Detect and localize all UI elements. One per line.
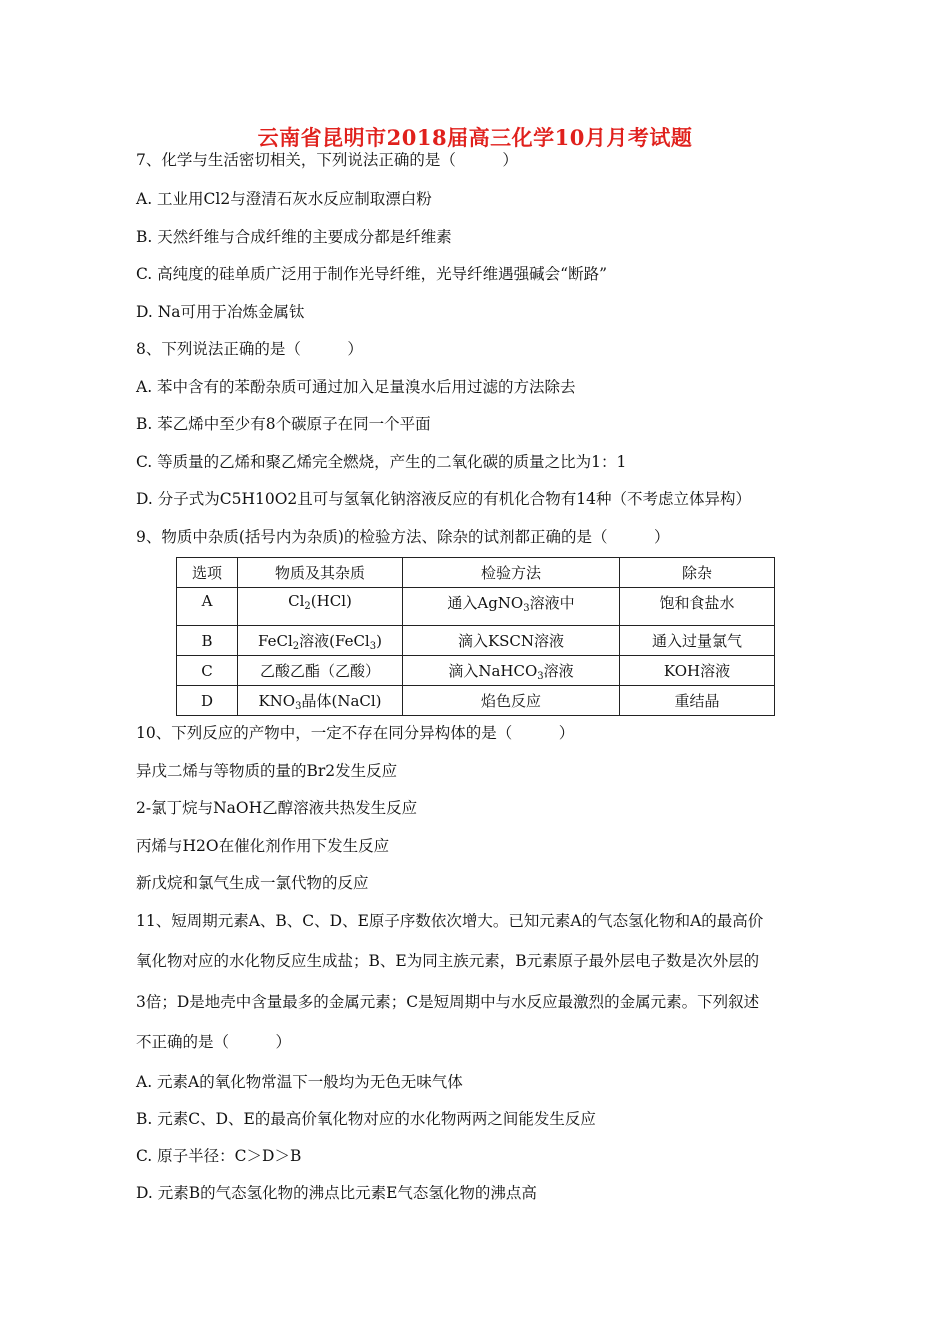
table-cell-substance: $Cl_2(HCl)$	[238, 588, 403, 626]
q8-option-b: B. 苯乙烯中至少有8个碳原子在同一个平面	[136, 415, 431, 433]
table-header-cell: 除杂	[620, 558, 775, 588]
q11-stem-line-3: 3倍；D是地壳中含量最多的金属元素；C是短周期中与水反应最激烈的金属元素。下列叙述	[136, 993, 760, 1011]
table-header-row	[177, 558, 775, 588]
table-header-cell: 选项	[177, 558, 238, 588]
table-cell-substance: FeCl$_2$溶液(FeCl$_3$)	[238, 626, 403, 656]
q11-stem-line-4: 不正确的是（ ）	[136, 1033, 292, 1051]
table-header-cell: 检验方法	[403, 558, 620, 588]
table-cell-option: B	[177, 626, 238, 656]
table-cell-option: D	[177, 686, 238, 716]
q9-table	[176, 557, 775, 716]
table-cell-remove: 饱和食盐水	[620, 588, 775, 626]
table-cell-option: C	[177, 656, 238, 686]
page-title: 云南省昆明市2018届高三化学10月月考试题	[257, 125, 693, 150]
table-cell-remove: 通入过量氯气	[620, 626, 775, 656]
table-row	[177, 686, 775, 716]
table-cell-test: 焰色反应	[403, 686, 620, 716]
q11-option-b: B. 元素C、D、E的最高价氧化物对应的水化物两两之间能发生反应	[136, 1110, 596, 1128]
table-header-cell: 物质及其杂质	[238, 558, 403, 588]
q8-stem: 8、下列说法正确的是（ ）	[136, 340, 363, 358]
table-row	[177, 656, 775, 686]
q8-option-a: A. 苯中含有的苯酚杂质可通过加入足量溴水后用过滤的方法除去	[136, 378, 576, 396]
table-cell-substance: $KNO_3$晶体(NaCl)	[238, 686, 403, 716]
table-cell-remove: 重结晶	[620, 686, 775, 716]
q10-option-2: 2-氯丁烷与NaOH乙醇溶液共热发生反应	[136, 799, 418, 817]
q7-option-c: C. 高纯度的硅单质广泛用于制作光导纤维，光导纤维遇强碱会“断路”	[136, 265, 608, 283]
q11-option-c: C. 原子半径：C＞D＞B	[136, 1147, 302, 1165]
table-cell-substance: 乙酸乙酯（乙酸）	[238, 656, 403, 686]
q10-option-4: 新戊烷和氯气生成一氯代物的反应	[136, 874, 369, 892]
q8-option-c: C. 等质量的乙烯和聚乙烯完全燃烧，产生的二氧化碳的质量之比为1：1	[136, 453, 627, 471]
table-cell-option: A	[177, 588, 238, 626]
q11-stem-line-2: 氧化物对应的水化物反应生成盐；B、E为同主族元素，B元素原子最外层电子数是次外层的	[136, 952, 760, 970]
q8-option-d: D. 分子式为C5H10O2且可与氢氧化钠溶液反应的有机化合物有14种（不考虑立体异构）	[136, 490, 751, 508]
table-row	[177, 588, 775, 626]
table-cell-test: 滴入NaHCO$_3$溶液	[403, 656, 620, 686]
q7-option-d: D. Na可用于冶炼金属钛	[136, 303, 305, 321]
q11-option-a: A. 元素A的氧化物常温下一般均为无色无味气体	[136, 1073, 463, 1091]
q7-stem: 7、化学与生活密切相关，下列说法正确的是（ ）	[136, 151, 518, 169]
q10-stem: 10、下列反应的产物中，一定不存在同分异构体的是（ ）	[136, 724, 575, 742]
table-cell-test: 通入AgNO$_3$溶液中	[403, 588, 620, 626]
table-cell-test: 滴入KSCN溶液	[403, 626, 620, 656]
q7-option-b: B. 天然纤维与合成纤维的主要成分都是纤维素	[136, 228, 452, 246]
q9-stem: 9、物质中杂质(括号内为杂质)的检验方法、除杂的试剂都正确的是（ ）	[136, 528, 670, 546]
q7-option-a: A. 工业用Cl2与澄清石灰水反应制取漂白粉	[136, 190, 432, 208]
q10-option-1: 异戊二烯与等物质的量的Br2发生反应	[136, 762, 398, 780]
q11-stem-line-1: 11、短周期元素A、B、C、D、E原子序数依次增大。已知元素A的气态氢化物和A的最高价	[136, 912, 764, 930]
table-row	[177, 626, 775, 656]
table-cell-remove: KOH溶液	[620, 656, 775, 686]
q11-option-d: D. 元素B的气态氢化物的沸点比元素E气态氢化物的沸点高	[136, 1184, 537, 1202]
q10-option-3: 丙烯与H2O在催化剂作用下发生反应	[136, 837, 390, 855]
